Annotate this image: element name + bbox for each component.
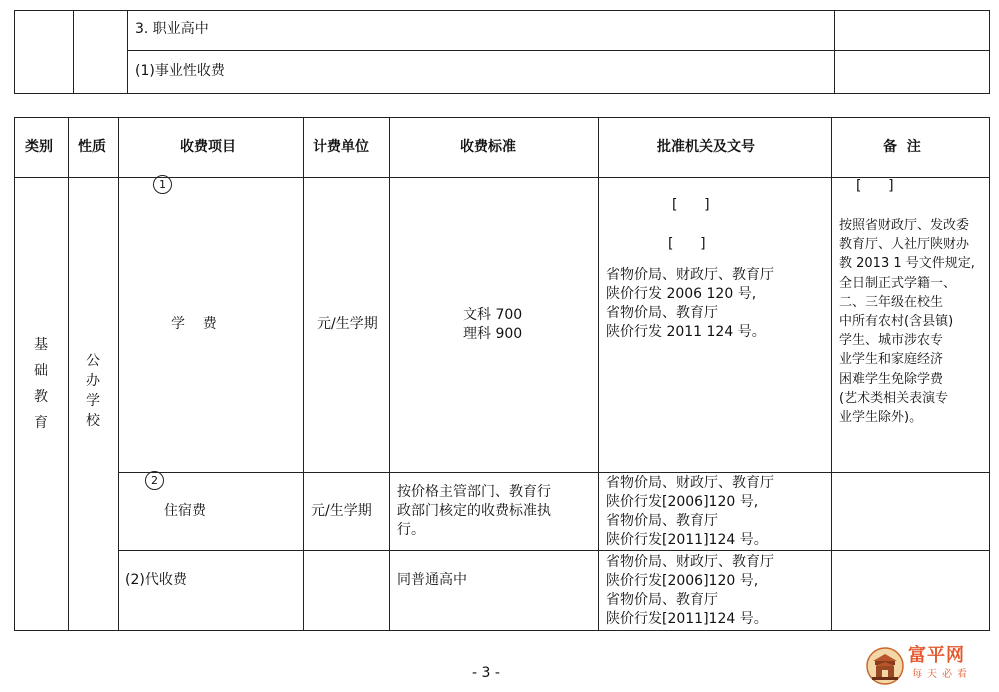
category-cell: 基 础 教 育 — [34, 337, 48, 431]
row-label-vocational-high-school: 3. 职业高中 — [135, 21, 209, 37]
row-marker-2: 2 — [145, 471, 164, 490]
approval-bracket-a: [ ] — [672, 197, 710, 213]
row-marker-1: 1 — [153, 175, 172, 194]
approval-document: 省物价局、财政厅、教育厅 陕价行发[2006]120 号, 省物价局、教育厅 陕价行发[2011]124 号。 — [606, 475, 774, 548]
watermark-name: 富平网 — [908, 645, 965, 666]
nature-cell: 公 办 学 校 — [86, 353, 100, 429]
fee-item-accommodation: 住宿费 — [164, 503, 206, 519]
header-category: 类别 — [25, 139, 53, 155]
row-label-administrative-fees: (1)事业性收费 — [135, 63, 225, 79]
billing-unit: 元/生学期 — [311, 503, 372, 519]
fee-item-collection: (2)代收费 — [125, 572, 187, 588]
approval-document: 省物价局、财政厅、教育厅 陕价行发 2006 120 号, 省物价局、教育厅 陕价行发 2011 124 号。 — [606, 267, 774, 340]
fee-item-tuition: 学 费 — [171, 316, 217, 332]
site-watermark — [866, 645, 986, 687]
header-approval-authority: 批准机关及文号 — [657, 139, 755, 155]
fee-standard: 按价格主管部门、教育行 政部门核定的收费标准执 行。 — [397, 484, 551, 538]
remark-text: 按照省财政厅、发改委 教育厅、人社厅陕财办 教 2013 1 号文件规定, 全日制正式学籍一、 二、三年级在校生 中所有农村(含县镇) 学生、城市涉农专 业学生和家庭经济 困难学生免除学费 (艺术类相关表演专 业学生除外)。 — [839, 218, 975, 426]
fee-standard: 同普通高中 — [397, 572, 467, 588]
gate-tower-icon — [866, 645, 904, 685]
header-nature: 性质 — [78, 139, 106, 155]
approval-bracket-b: [ ] — [668, 236, 706, 252]
page-number: - 3 - — [472, 665, 500, 681]
fee-standard: 文科 700 理科 900 — [463, 307, 523, 342]
remark-bracket: [ ] — [856, 178, 894, 194]
header-remark: 备 注 — [883, 139, 921, 155]
billing-unit: 元/生学期 — [317, 316, 378, 332]
header-fee-standard: 收费标准 — [460, 139, 516, 155]
header-billing-unit: 计费单位 — [313, 139, 369, 155]
approval-document: 省物价局、财政厅、教育厅 陕价行发[2006]120 号, 省物价局、教育厅 陕价行发[2011]124 号。 — [606, 554, 774, 627]
header-fee-item: 收费项目 — [180, 139, 236, 155]
watermark-slogan: 每天必看 — [912, 669, 972, 680]
